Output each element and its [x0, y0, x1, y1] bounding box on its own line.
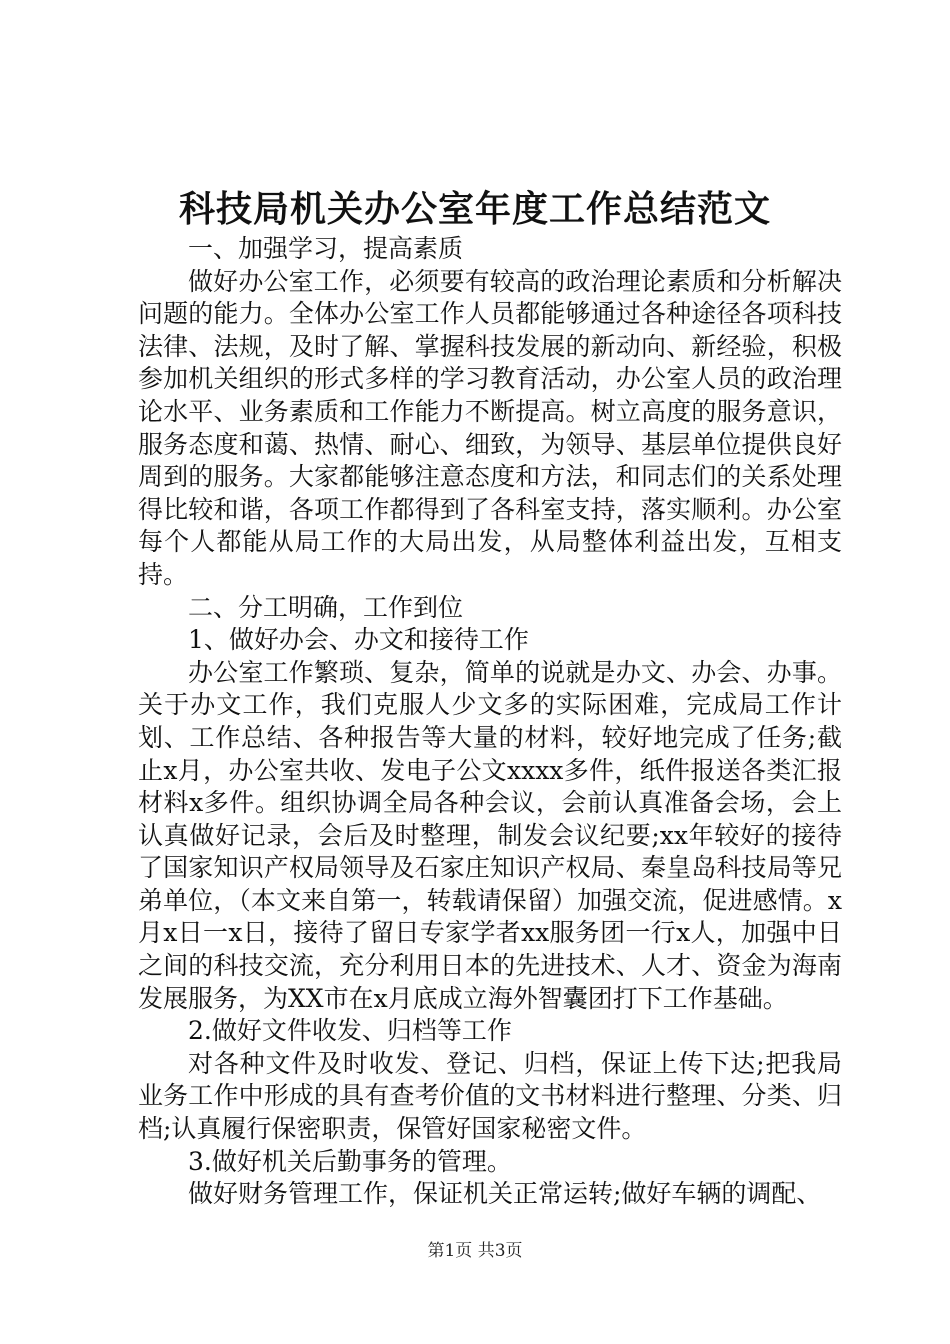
- section-heading-study: 一、加强学习，提高素质: [188, 234, 464, 263]
- subheading-logistics: 3.做好机关后勤事务的管理。: [188, 1146, 512, 1176]
- paragraph-study: 做好办公室工作，必须要有较高的政治理论素质和分析解决问题的能力。全体办公室工作人员都能够通过各种途径各项科技法律、法规，及时了解、掌握科技发展的新动向、新经验，积极参加机关组织的形式多样的学习教育活动，办公室人员的政治理论水平、业务素质和工作能力不断提高。树立高度的服务意识，服务态度和蔼、热情、耐心、细致，为领导、基层单位提供良好周到的服务。大家都能够注意态度和方法，和同志们的关系处理得比较和谐，各项工作都得到了各科室支持，落实顺利。办公室每个人都能从局工作的大局出发，从局整体利益出发，互相支持。: [138, 266, 842, 589]
- subheading-filing: 2.做好文件收发、归档等工作: [188, 1016, 512, 1046]
- paragraph-meetings: 办公室工作繁琐、复杂，简单的说就是办文、办会、办事。关于办文工作，我们克服人少文多的实际困难，完成局工作计划、工作总结、各种报告等大量的材料，较好地完成了任务;截止x月，办公室共收、发电子公文xxxx多件，纸件报送各类汇报材料x多件。组织协调全局各种会议，会前认真准备会场，会上认真做好记录，会后及时整理，制发会议纪要;xx年较好的接待了国家知识产权局领导及石家庄知识产权局、秦皇岛科技局等兄弟单位，（本文来自第一，转载请保留）加强交流，促进感情。x月x日一x日，接待了留日专家学者xx服务团一行x人，加强中日之间的科技交流，充分利用日本的先进技术、人才、资金为海南发展服务，为XX市在x月底成立海外智囊团打下工作基础。: [138, 657, 842, 1013]
- document-title: 科技局机关办公室年度工作总结范文: [178, 188, 771, 230]
- section-heading-division: 二、分工明确，工作到位: [188, 592, 464, 622]
- subheading-meetings: 1、做好办会、办文和接待工作: [188, 625, 529, 655]
- document-body: [138, 233, 842, 1211]
- page-number-footer: 第1页 共3页: [427, 1241, 523, 1261]
- paragraph-filing: 对各种文件及时收发、登记、归档，保证上传下达;把我局业务工作中形成的具有查考价值的文书材料进行整理、分类、归档;认真履行保密职责，保管好国家秘密文件。: [138, 1048, 842, 1144]
- paragraph-logistics: 做好财务管理工作，保证机关正常运转;做好车辆的调配、: [188, 1179, 822, 1209]
